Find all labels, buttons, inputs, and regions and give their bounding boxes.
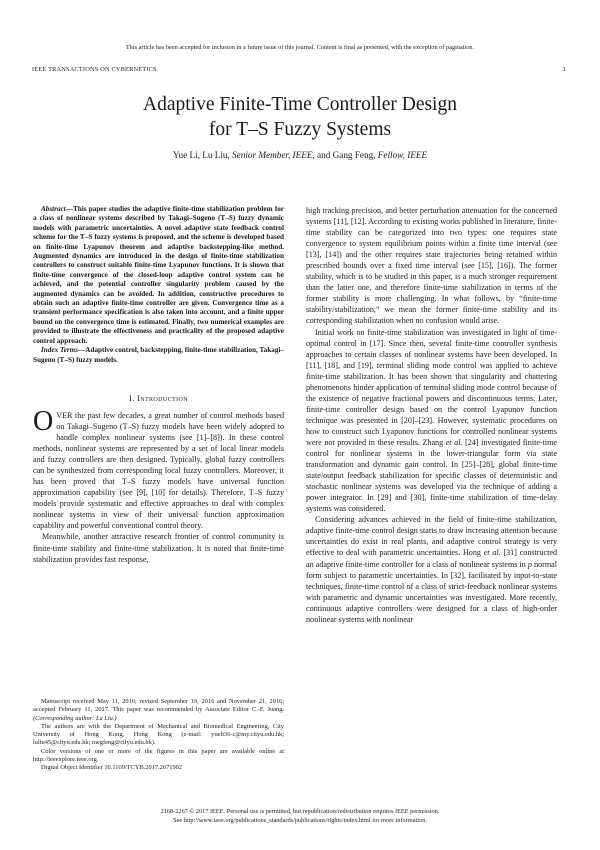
running-head xyxy=(32,66,566,73)
right-paragraph-3 xyxy=(306,514,557,624)
section-name: Introduction xyxy=(137,393,188,403)
drop-cap: O xyxy=(33,405,54,437)
left-column xyxy=(33,205,284,565)
right-paragraph-2-text-a: Initial work on finite-time stabilization was investigated in light of time-optimal control in [17]. Since then, several finite-time controller synthesis approaches to certain classes of nonlinear systems have been developed. In [11], [18], and [19], terminal sliding mode control was applied to achieve finite-time stabilization. It has been shown that singularity and chattering phenomenons hinder application of terminal sliding mode control because of the existence of negative fractional powers and discontinuous terms. Later, finite-time controller design based on the control Lyapunov function technique was presented in [20]–[23]. However, systematic procedures on how to construct such Lyapunov functions for controlled nonlinear systems were not provided in these results. Zhang xyxy=(306,327,557,447)
section-number: I. xyxy=(129,393,138,403)
title-line-1: Adaptive Finite-Time Controller Design xyxy=(143,94,457,115)
right-paragraph-3-p: p xyxy=(527,559,532,569)
acceptance-notice: This article has been accepted for inclusion in a future issue of this journal. Content is final as presented, with the exception of pagination. xyxy=(125,44,475,51)
right-paragraph-2 xyxy=(306,327,557,515)
journal-name: IEEE TRANSACTIONS ON CYBERNETICS xyxy=(32,66,157,73)
footnote-affiliation: The authors are with the Department of Mechanical and Biomedical Engineering, City University of Hong Kong, Hong Kong (e-mail: yueli36-c@my.cityu.edu.hk; luliu45@cityu.edu.hk; megfeng@cityu.edu.hk). xyxy=(33,722,284,747)
intro-paragraph-1-text: VER the past few decades, a great number of control methods based on Takagi–Sugeno (T–S) fuzzy models have been widely adopted to handle complex nonlinear systems (see [1]–[8]). In these control methods, nonlinear systems are represented by a set of local linear models and fuzzy controllers are then designed. Typically, global fuzzy controllers can be synthesized from corresponding local fuzzy controllers. Moreover, it has been proved that T–S fuzzy models have universal function approximation capability (see [9], [10] for details). Therefore, T–S fuzzy models provide systematic and effective approaches to deal with complex nonlinear systems in view of their universal function approximation capability and powerful conventional control theory. xyxy=(33,410,284,531)
index-terms xyxy=(33,346,284,365)
footnote-color-versions: Color versions of one or more of the figures in this paper are available online at http://ieeexplore.ieee.org. xyxy=(33,747,284,764)
index-terms-text: —Adaptive control, backstepping, finite-time stabilization, Takagi–Sugeno (T–S) fuzzy models. xyxy=(33,346,285,364)
author-role-2: Fellow, IEEE xyxy=(377,150,428,160)
right-paragraph-2-text-b: [24] investigated finite-time control for nonlinear systems in the lower-triangular form via state transformation and dynamic gain control. In [25]–[28], global finite-time state/output feedback stabilization for specific classes of deterministic and stochastic nonlinear systems was developed via the technique of adding a power integrator. In [29] and [30], finite-time stabilization of time-delay systems was considered. xyxy=(306,437,557,514)
author-role-1: Senior Member, IEEE xyxy=(232,150,313,160)
right-column xyxy=(306,205,557,625)
right-paragraph-1: high tracking precision, and better perturbation attenuation for the concerned systems [11], [12]. According to existing works published in literature, finite-time stability can be categorized into two types: one requires state convergence to system equilibrium points within a finite time interval (see [13], [14]) and the other requires state trajectories being retained within prescribed bounds over a fixed time interval (see [15], [16]). The former stability, which is to be studied in this paper, is a much stronger requirement than the latter one, and therefore finite-time stabilization in terms of the former stability is more challenging. In what follows, by “finite-time stability/stabilization,” we mean the former finite-time stability and its corresponding stabilization when no confusion would arise. xyxy=(306,206,557,326)
intro-paragraph-2: Meanwhile, another attractive research frontier of control community is finite-time stability and finite-time stabilization. It is noted that finite-time stabilization provides fast response, xyxy=(33,532,284,564)
footnote-corresponding-author: (Corresponding author: Lu Liu.) xyxy=(33,714,117,722)
abstract-text: —This paper studies the adaptive finite-time stabilization problem for a class of nonlinear systems described by Takagi–Sugeno (T–S) fuzzy dynamic models with parametric uncertainties. A novel adaptive state feedback control scheme for the T–S fuzzy systems is proposed, and the scheme is developed based on finite-time Lyapunov theorem and adaptive backstepping-like method. Augmented dynamics are introduced in the design of finite-time stabilization controllers to construct suitable finite-time Lyapunov functions. It is shown that finite-time convergence of the closed-loop adaptive control system can be achieved, and the potential controller singularity problem caused by the augmented dynamics can be avoided. In addition, constructive procedures to obtain such an adaptive finite-time controller are given. Convergence time as a transient performance specification is also taken into account, and a finite upper bound on the convergence time is estimated. Finally, two numerical examples are provided to illustrate the effectiveness and practicality of the proposed adaptive control approach. xyxy=(33,205,284,345)
footnotes xyxy=(33,698,284,773)
page-number: 1 xyxy=(562,66,566,73)
footnote-manuscript xyxy=(33,698,284,723)
footnote-manuscript-text: Manuscript received May 11, 2016; revised September 19, 2016 and November 21, 2016; accepted February 11, 2017. This paper was recommended by Associate Editor C.-F. Juang. xyxy=(33,698,284,714)
copyright-footer xyxy=(0,808,600,825)
abstract-label: Abstract xyxy=(41,205,66,213)
author-names-1: Yue Li, Lu Liu, xyxy=(172,150,233,160)
index-terms-label: Index Terms xyxy=(41,346,79,355)
title-line-2: for T–S Fuzzy Systems xyxy=(208,119,392,140)
right-paragraph-2-etal: et al. xyxy=(445,437,463,447)
right-paragraph-3-etal: et al. xyxy=(483,548,501,558)
footnote-doi: Digital Object Identifier 10.1109/TCYB.2017.2671902 xyxy=(41,764,183,772)
section-heading-introduction xyxy=(33,393,284,404)
right-paragraph-3-text-b: [31] constructed an adaptive finite-time controller for a class of nonlinear systems in xyxy=(306,548,557,569)
author-names-2: , and Gang Feng, xyxy=(312,150,378,160)
right-paragraph-3-text-c: normal form subject to parametric uncertainties. In [32], facilitated by input-to-state techniques, finite-time control of a class of strict-feedback nonlinear systems with parametric and dynamic uncertainties was investigated. More recently, continuous adaptive controllers were designed for a class of high-order nonlinear systems with nonlinear xyxy=(306,559,558,624)
right-paragraph-3-text-a: Considering advances achieved in the field of finite-time stabilization, adaptive finite-time control design starts to draw increasing attention because uncertainties do exist in real plants, and adaptive control strategy is very effective to deal with parametric uncertainties. Hong xyxy=(306,515,557,558)
rights-info-line: See http://www.ieee.org/publications_standards/publications/rights/index.html for more information. xyxy=(173,816,427,824)
paper-title xyxy=(40,92,560,142)
intro-paragraph-1 xyxy=(33,405,284,532)
author-line xyxy=(40,150,560,160)
abstract xyxy=(33,205,284,346)
copyright-line: 2168-2267 © 2017 IEEE. Personal use is permitted, but republication/redistribution requires IEEE permission. xyxy=(160,808,440,815)
